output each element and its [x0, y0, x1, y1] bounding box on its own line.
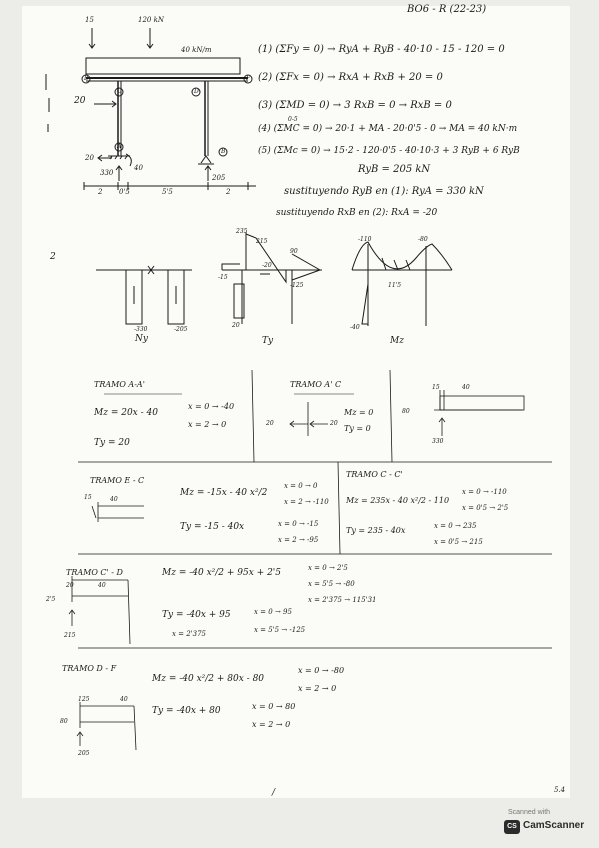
section-a-c-moment: Mz = 0	[344, 408, 374, 417]
node-b-support: B	[221, 148, 226, 155]
dim-05: 0'5	[119, 188, 130, 196]
label-load-15: 15	[85, 16, 94, 24]
section-c-d-zero-shear: x = 2'375	[172, 630, 207, 638]
label-axial-diagram: Ny	[135, 334, 148, 344]
section-d-f-sketch-40: 40	[120, 696, 128, 703]
section-title-a-a: TRAMO A-A'	[94, 380, 145, 389]
equation-5: (5) (ΣMc = 0) → 15·2 - 120·0'5 - 40·10·3 + 3 RyB + 6 RyB	[258, 146, 520, 156]
section-a-c-shear: Ty = 0	[344, 424, 371, 433]
node-d: D	[194, 88, 199, 95]
section-a-a-moment: Mz = 20x - 40	[94, 408, 158, 418]
dim-2a: 2	[98, 188, 103, 196]
section-title-e-c: TRAMO E - C	[90, 476, 145, 485]
section-e-c-sketch-15: 15	[84, 494, 92, 501]
dim-55: 5'5	[162, 188, 173, 196]
section-title-a-c: TRAMO A' C	[290, 380, 342, 389]
label-horizontal-20: 20	[74, 96, 86, 106]
section-c-c-shear-1: x = 0 → 235	[434, 522, 477, 530]
sketch-label-330: 330	[432, 438, 444, 445]
sketch-label-15: 15	[432, 384, 440, 391]
equation-4-note: 0-5	[288, 116, 298, 123]
camscanner-badge	[502, 806, 586, 840]
section-title-c-d: TRAMO C' - D	[66, 568, 123, 577]
section-c-d-shear-1: x = 0 → 95	[254, 608, 292, 616]
section-a-a-case-2: x = 2 → 0	[188, 420, 227, 429]
node-a: A	[117, 143, 122, 150]
section-c-d-case-1: x = 0 → 2'5	[308, 564, 348, 572]
label-moment-diagram: Mz	[390, 336, 404, 346]
section-c-d-moment: Mz = -40 x²/2 + 95x + 2'5	[162, 568, 281, 578]
shear-value-20: 20	[232, 322, 240, 329]
badge-app-name: CamScanner	[523, 820, 585, 831]
label-reaction-330: 330	[100, 169, 114, 177]
document-reference: BO6 - R (22-23)	[407, 4, 487, 15]
moment-max-value: 11'5	[388, 282, 402, 289]
moment-value-80: -80	[418, 236, 428, 243]
section-e-c-shear: Ty = -15 - 40x	[180, 522, 245, 532]
moment-value-110: -110	[358, 236, 372, 243]
section-d-f-shear: Ty = -40x + 80	[152, 706, 221, 716]
equation-3: (3) (ΣMD = 0) → 3 RxB = 0 → RxB = 0	[258, 100, 452, 111]
shear-value-90: 90	[290, 248, 298, 255]
section-d-f-sketch-125: 125	[78, 696, 90, 703]
label-shear-diagram: Ty	[262, 336, 274, 346]
moment-value-40: -40	[350, 324, 360, 331]
section-c-d-sketch-40: 40	[98, 582, 106, 589]
section-e-c-sketch-40: 40	[110, 496, 118, 503]
sketch-label-80: 80	[402, 408, 410, 415]
equation-1: (1) (ΣFy = 0) → RyA + RyB - 40·10 - 15 - 120 = 0	[258, 44, 505, 55]
section-d-f-moment: Mz = -40 x²/2 + 80x - 80	[152, 674, 265, 684]
equation-4: (4) (ΣMC = 0) → 20·1 + MA - 20·0'5 - 0 → MA = 40 kN·m	[258, 124, 518, 134]
shear-value-125: -125	[290, 282, 304, 289]
section-e-c-case-2: x = 2 → -110	[284, 498, 329, 506]
section-c-c-shear: Ty = 235 - 40x	[346, 526, 406, 535]
camscanner-logo-icon: CS	[504, 820, 520, 834]
section-title-d-f: TRAMO D - F	[62, 664, 117, 673]
node-f: F	[246, 75, 251, 82]
section-a-a-case-1: x = 0 → -40	[188, 402, 235, 411]
section-c-d-case-3: x = 2'375 → 115'31	[308, 596, 377, 604]
label-reaction-205: 205	[212, 174, 226, 182]
page-mark: /	[272, 788, 276, 798]
node-b: B	[84, 75, 89, 82]
section-d-f-case-1: x = 0 → -80	[298, 666, 345, 675]
shear-value-215: 215	[256, 238, 268, 245]
equation-substitution-2: sustituyendo RxB en (2): RxA = -20	[276, 208, 438, 218]
dim-2b: 2	[226, 188, 231, 196]
axial-value-330: -330	[134, 326, 148, 333]
label-load-120: 120 kN	[138, 16, 164, 24]
section-c-d-case-2: x = 5'5 → -80	[308, 580, 355, 588]
section-c-d-sketch-25: 2'5	[46, 596, 56, 603]
section-c-c-case-2: x = 0'5 → 2'5	[462, 504, 509, 512]
section-a-a-shear: Ty = 20	[94, 438, 130, 448]
scanned-page	[22, 6, 570, 798]
diagram-number: 2	[50, 252, 56, 262]
section-a-c-left-force: 20	[266, 420, 274, 427]
section-e-c-shear-1: x = 0 → -15	[278, 520, 319, 528]
section-e-c-moment: Mz = -15x - 40 x²/2	[180, 488, 268, 498]
section-title-c-c: TRAMO C - C'	[346, 470, 403, 479]
equation-2: (2) (ΣFx = 0) → RxA + RxB + 20 = 0	[258, 72, 443, 83]
section-d-f-case-2: x = 2 → 0	[298, 684, 337, 693]
label-moment-40: 40	[134, 164, 143, 172]
sketch-label-40: 40	[462, 384, 470, 391]
section-c-c-shear-2: x = 0'5 → 215	[434, 538, 483, 546]
node-c: C	[117, 88, 122, 95]
label-distributed-40: 40 kN/m	[181, 46, 212, 54]
section-c-d-sketch-215: 215	[64, 632, 76, 639]
section-a-c-right-force: 20	[330, 420, 338, 427]
equation-substitution-1: sustituyendo RyB en (1): RyA = 330 kN	[284, 186, 484, 197]
equation-result-ryb: RyB = 205 kN	[358, 164, 431, 175]
section-c-d-sketch-20: 20	[66, 582, 74, 589]
section-c-d-shear-2: x = 5'5 → -125	[254, 626, 306, 634]
page-number: 5.4	[554, 786, 566, 794]
axial-value-205: -205	[174, 326, 188, 333]
section-e-c-shear-2: x = 2 → -95	[278, 536, 319, 544]
section-c-c-case-1: x = 0 → -110	[462, 488, 507, 496]
section-d-f-shear-1: x = 0 → 80	[252, 702, 296, 711]
label-reaction-20: 20	[85, 154, 94, 162]
shear-value-15: -15	[218, 274, 228, 281]
section-e-c-case-1: x = 0 → 0	[284, 482, 318, 490]
shear-value-235: 235	[236, 228, 248, 235]
section-d-f-shear-2: x = 2 → 0	[252, 720, 291, 729]
section-c-d-shear: Ty = -40x + 95	[162, 610, 231, 620]
section-d-f-sketch-80: 80	[60, 718, 68, 725]
section-d-f-sketch-205: 205	[78, 750, 90, 757]
shear-value-minus20: -20	[262, 262, 272, 269]
badge-caption: Scanned with	[508, 809, 551, 816]
section-c-c-moment: Mz = 235x - 40 x²/2 - 110	[346, 496, 450, 505]
